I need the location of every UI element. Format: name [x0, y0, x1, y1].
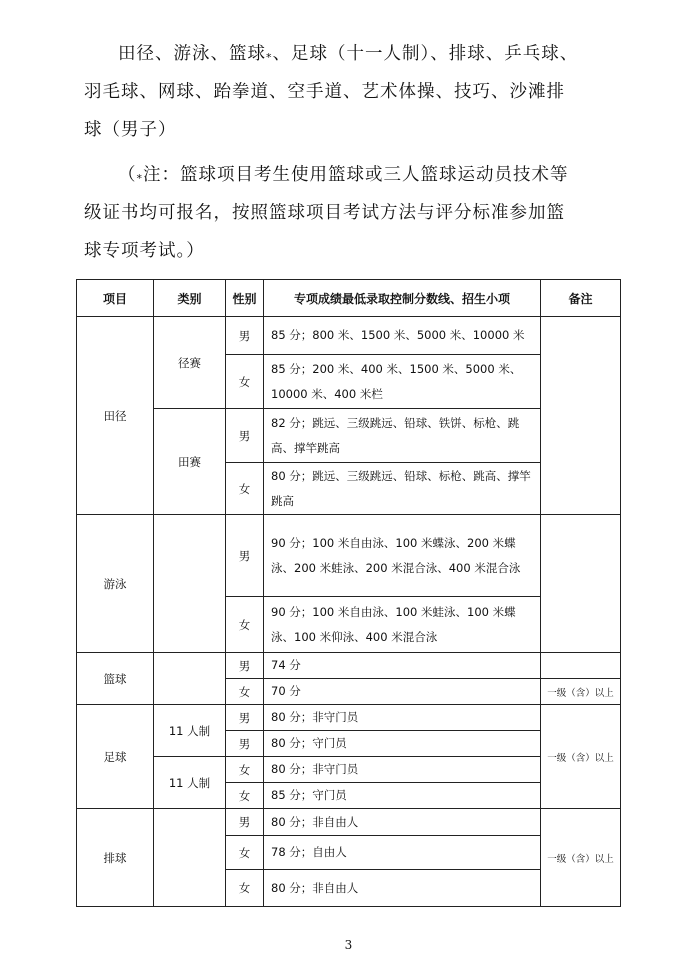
- athletics-track: 径赛: [154, 317, 226, 409]
- athletics-name: 田径: [77, 317, 154, 515]
- football-cat-female: 11 人制: [154, 757, 226, 809]
- intro-paragraph: [84, 35, 624, 149]
- table-row: [77, 409, 621, 463]
- intro-line-2: 羽毛球、网球、跆拳道、空手道、艺术体操、技巧、沙滩排: [84, 82, 565, 102]
- table-row: [77, 757, 621, 783]
- football-name: 足球: [77, 705, 154, 809]
- note-line-3: 球专项考试。）: [84, 241, 205, 261]
- detail-cell: 70 分: [264, 679, 541, 705]
- gender-cell: 女: [226, 679, 264, 705]
- detail-cell: 80 分；非守门员: [264, 757, 541, 783]
- detail-cell: 85 分；200 米、400 米、1500 米、5000 米、10000 米、400 米栏: [264, 355, 541, 409]
- detail-cell: 82 分；跳远、三级跳远、铅球、铁饼、标枪、跳高、撑竿跳高: [264, 409, 541, 463]
- detail-cell: 80 分；跳远、三级跳远、铅球、标枪、跳高、撑竿跳高: [264, 463, 541, 515]
- header-detail: 专项成绩最低录取控制分数线、招生小项: [264, 280, 541, 317]
- gender-cell: 男: [226, 809, 264, 836]
- football-cat-male: 11 人制: [154, 705, 226, 757]
- gender-cell: 女: [226, 757, 264, 783]
- table-header-row: [77, 280, 621, 317]
- table-row: [77, 515, 621, 597]
- page-number: 3: [344, 938, 353, 952]
- detail-cell: 90 分；100 米自由泳、100 米蛙泳、100 米蝶泳、100 米仰泳、400 米混合泳: [264, 597, 541, 653]
- remark-cell-empty: [541, 317, 621, 515]
- header-project: 项目: [77, 280, 154, 317]
- gender-cell: 男: [226, 731, 264, 757]
- detail-cell: 85 分；守门员: [264, 783, 541, 809]
- volleyball-remark: 一级（含）以上: [541, 809, 621, 907]
- note-line-1-a: （: [118, 165, 137, 185]
- category-cell-empty: [154, 809, 226, 907]
- detail-cell: 80 分；非自由人: [264, 870, 541, 907]
- table-row: [77, 705, 621, 731]
- table-row: [77, 809, 621, 836]
- basketball-remark: 一级（含）以上: [541, 679, 621, 705]
- gender-cell: 女: [226, 463, 264, 515]
- intro-star: *: [266, 51, 273, 64]
- gender-cell: 女: [226, 870, 264, 907]
- note-paragraph: [84, 156, 624, 270]
- gender-cell: 女: [226, 783, 264, 809]
- detail-cell: 90 分；100 米自由泳、100 米蝶泳、200 米蝶泳、200 米蛙泳、200 米混合泳、400 米混合泳: [264, 515, 541, 597]
- detail-cell: 80 分；非守门员: [264, 705, 541, 731]
- score-table: [76, 279, 621, 907]
- intro-line-1-b: 、足球（十一人制）、排球、乒乓球、: [272, 44, 579, 64]
- gender-cell: 男: [226, 653, 264, 679]
- category-cell-empty: [154, 515, 226, 653]
- remark-cell-empty: [541, 515, 621, 653]
- swimming-name: 游泳: [77, 515, 154, 653]
- remark-cell-empty: [541, 653, 621, 679]
- detail-cell: 74 分: [264, 653, 541, 679]
- detail-cell: 80 分；非自由人: [264, 809, 541, 836]
- gender-cell: 女: [226, 597, 264, 653]
- gender-cell: 女: [226, 355, 264, 409]
- detail-cell: 78 分；自由人: [264, 836, 541, 870]
- basketball-name: 篮球: [77, 653, 154, 705]
- category-cell-empty: [154, 653, 226, 705]
- gender-cell: 男: [226, 317, 264, 355]
- volleyball-name: 排球: [77, 809, 154, 907]
- note-line-1-b: 注：篮球项目考生使用篮球或三人篮球运动员技术等: [143, 165, 569, 185]
- detail-cell: 85 分；800 米、1500 米、5000 米、10000 米: [264, 317, 541, 355]
- football-remark: 一级（含）以上: [541, 705, 621, 809]
- header-remark: 备注: [541, 280, 621, 317]
- athletics-field: 田赛: [154, 409, 226, 515]
- note-line-2: 级证书均可报名，按照篮球项目考试方法与评分标准参加篮: [84, 203, 565, 223]
- gender-cell: 男: [226, 409, 264, 463]
- table-row: [77, 317, 621, 355]
- intro-line-3: 球（男子）: [84, 120, 177, 140]
- gender-cell: 男: [226, 705, 264, 731]
- gender-cell: 女: [226, 836, 264, 870]
- detail-cell: 80 分；守门员: [264, 731, 541, 757]
- header-category: 类别: [154, 280, 226, 317]
- gender-cell: 男: [226, 515, 264, 597]
- table-row: [77, 653, 621, 679]
- header-gender: 性别: [226, 280, 264, 317]
- intro-line-1: [84, 35, 624, 73]
- intro-line-1-a: 田径、游泳、篮球: [118, 44, 266, 64]
- note-star: *: [136, 172, 143, 185]
- note-line-1: [84, 156, 624, 194]
